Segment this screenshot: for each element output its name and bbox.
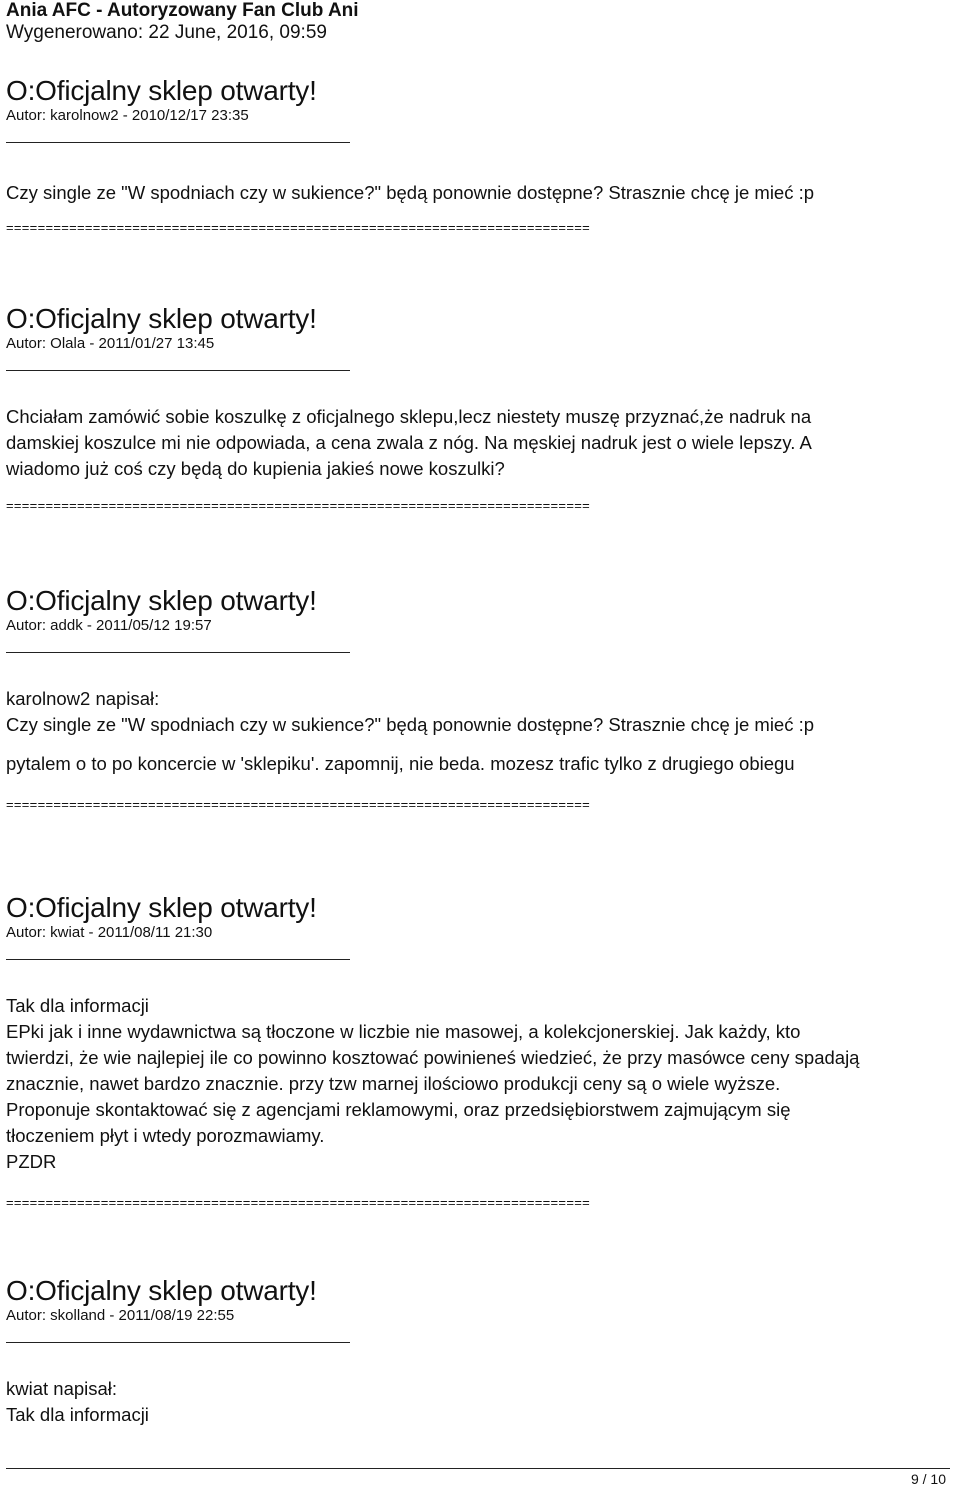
generated-date: Wygenerowano: 22 June, 2016, 09:59 bbox=[6, 22, 327, 43]
forum-post bbox=[6, 893, 956, 1211]
forum-post bbox=[6, 76, 956, 236]
post-divider bbox=[6, 652, 350, 653]
post-body bbox=[6, 404, 956, 482]
post-body-line: wiadomo już coś czy będą do kupienia jakieś nowe koszulki? bbox=[6, 458, 505, 479]
quoted-text: Tak dla informacji bbox=[6, 1404, 149, 1425]
post-author-meta: Autor: addk - 2011/05/12 19:57 bbox=[6, 617, 212, 634]
post-divider bbox=[6, 1342, 350, 1343]
post-body bbox=[6, 180, 956, 206]
blank-line bbox=[6, 738, 956, 751]
post-body bbox=[6, 993, 956, 1175]
forum-post bbox=[6, 586, 956, 813]
post-body-line: Czy single ze "W spodniach czy w sukience?" będą ponownie dostępne? Strasznie chcę je mieć :p bbox=[6, 182, 815, 203]
post-divider bbox=[6, 959, 350, 960]
post-separator: ========================================================================== bbox=[6, 1195, 590, 1210]
post-title: O:Oficjalny sklep otwarty! bbox=[6, 892, 317, 923]
post-body-line: tłoczeniem płyt i wtedy porozmawiamy. bbox=[6, 1125, 325, 1146]
post-title: O:Oficjalny sklep otwarty! bbox=[6, 75, 317, 106]
post-body-line: znacznie, nawet bardzo znacznie. przy tzw marnej ilościowo produkcji ceny są o wiele wyższe. bbox=[6, 1073, 781, 1094]
post-separator: ========================================================================== bbox=[6, 498, 590, 513]
post-body-line: Tak dla informacji bbox=[6, 995, 149, 1016]
quoted-text: Czy single ze "W spodniach czy w sukience?" będą ponownie dostępne? Strasznie chcę je mieć :p bbox=[6, 714, 815, 735]
footer-divider bbox=[6, 1468, 950, 1469]
post-author-meta: Autor: Olala - 2011/01/27 13:45 bbox=[6, 335, 215, 352]
post-body-line: damskiej koszulce mi nie odpowiada, a cena zwala z nóg. Na męskiej nadruk jest o wiele lepszy. A bbox=[6, 432, 812, 453]
site-title: Ania AFC - Autoryzowany Fan Club Ani bbox=[6, 0, 359, 21]
post-body-line: EPki jak i inne wydawnictwa są tłoczone w liczbie nie masowej, a kolekcjonerskiej. Jak każdy, kto bbox=[6, 1021, 801, 1042]
post-body bbox=[6, 686, 956, 777]
forum-post bbox=[6, 1276, 956, 1428]
post-body-line: pytalem o to po koncercie w 'sklepiku'. zapomnij, nie beda. mozesz trafic tylko z drugiego obiegu bbox=[6, 753, 795, 774]
quote-header: karolnow2 napisał: bbox=[6, 688, 160, 709]
post-divider bbox=[6, 142, 350, 143]
post-body-line: Chciałam zamówić sobie koszulkę z oficjalnego sklepu,lecz niestety muszę przyznać,że nadruk na bbox=[6, 406, 812, 427]
page-header bbox=[6, 0, 359, 44]
post-title: O:Oficjalny sklep otwarty! bbox=[6, 1275, 317, 1306]
post-title: O:Oficjalny sklep otwarty! bbox=[6, 585, 317, 616]
post-separator: ========================================================================== bbox=[6, 220, 590, 235]
post-divider bbox=[6, 370, 350, 371]
post-body-line: PZDR bbox=[6, 1151, 57, 1172]
post-separator: ========================================================================== bbox=[6, 797, 590, 812]
post-body-line: twierdzi, że wie najlepiej ile co powinno kosztować powinieneś wiedzieć, że przy masówce ceny spadają bbox=[6, 1047, 860, 1068]
post-title: O:Oficjalny sklep otwarty! bbox=[6, 303, 317, 334]
page-number: 9 / 10 bbox=[910, 1471, 946, 1487]
post-author-meta: Autor: karolnow2 - 2010/12/17 23:35 bbox=[6, 107, 249, 124]
quote-header: kwiat napisał: bbox=[6, 1378, 118, 1399]
post-author-meta: Autor: kwiat - 2011/08/11 21:30 bbox=[6, 924, 213, 941]
post-body-line: Proponuje skontaktować się z agencjami reklamowymi, oraz przedsiębiorstwem zajmującym się bbox=[6, 1099, 791, 1120]
forum-post bbox=[6, 304, 956, 514]
post-author-meta: Autor: skolland - 2011/08/19 22:55 bbox=[6, 1307, 235, 1324]
post-body bbox=[6, 1376, 956, 1428]
